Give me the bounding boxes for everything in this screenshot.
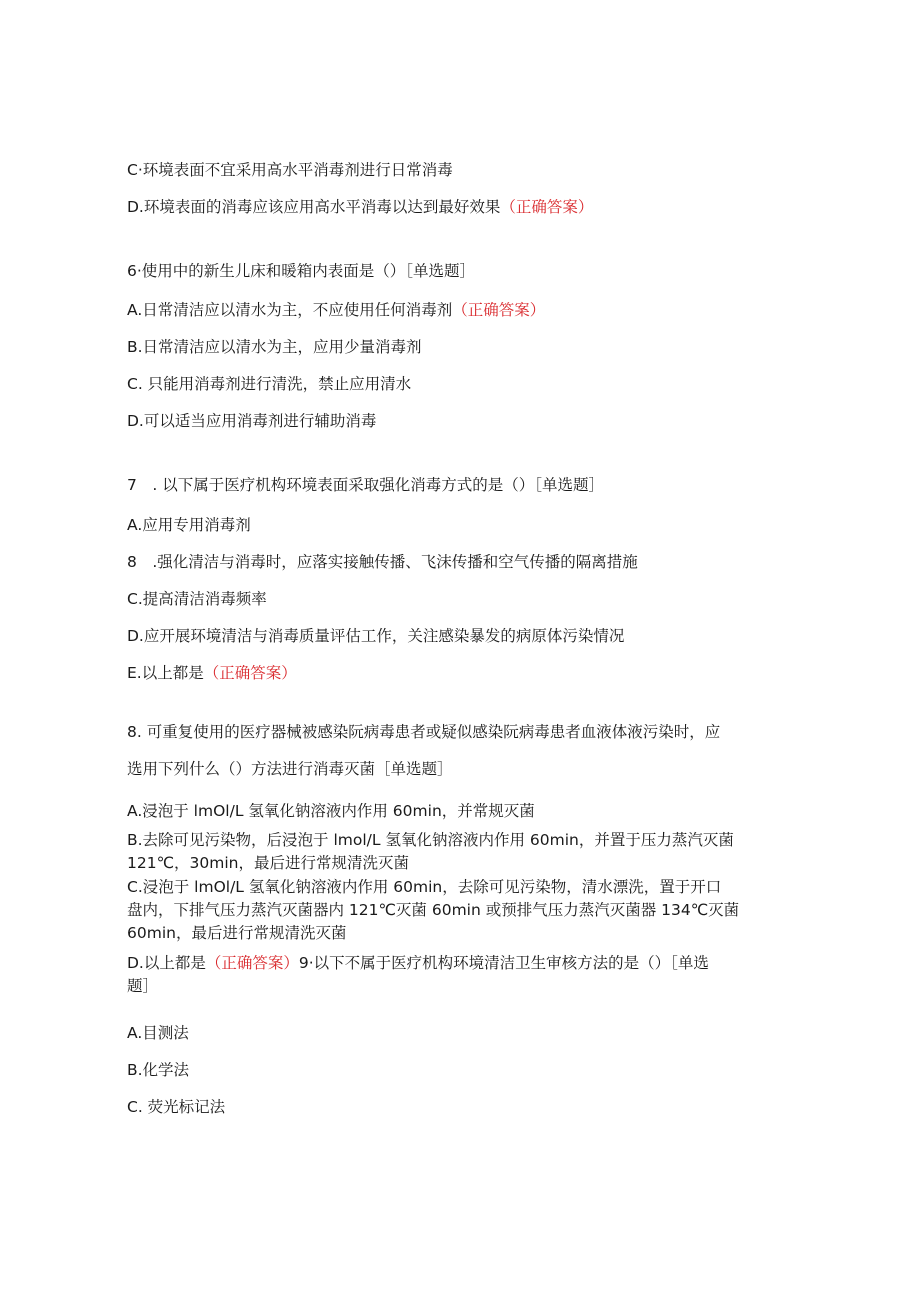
correct-answer-mark: （正确答案） (500, 198, 594, 216)
option-line: C·环境表面不宜采用高水平消毒剂进行日常消毒 (127, 161, 453, 179)
question-line: 6·使用中的新生儿床和暖箱内表面是（）［单选题］ (127, 262, 476, 280)
option-line: D.以上都是（正确答案）9·以下不属于医疗机构环境清洁卫生审核方法的是（）［单选 (127, 954, 709, 972)
question-line: 题］ (127, 977, 159, 995)
option-line: C.提高清洁消毒频率 (127, 590, 267, 608)
correct-answer-mark: （正确答案） (205, 954, 299, 972)
option-line: 121℃，30min，最后进行常规清洗灭菌 (127, 854, 409, 872)
option-line: 盘内，下排气压力蒸汽灭菌器内 121℃灭菌 60min 或预排气压力蒸汽灭菌器 134℃灭菌 (127, 901, 740, 919)
question-line: 选用下列什么（）方法进行消毒灭菌［单选题］ (127, 760, 453, 778)
option-line: C. 荧光标记法 (127, 1098, 226, 1116)
question-line: 9·以下不属于医疗机构环境清洁卫生审核方法的是（）［单选 (298, 954, 709, 972)
option-line: 60min，最后进行常规清洗灭菌 (127, 924, 347, 942)
option-line: B.化学法 (127, 1061, 190, 1079)
question-line: 8. 可重复使用的医疗器械被感染阮病毒患者或疑似感染阮病毒患者血液体液污染时，应 (127, 723, 721, 741)
option-line: A.目测法 (127, 1024, 189, 1042)
option-line: B.去除可见污染物，后浸泡于 lmol/L 氢氧化钠溶液内作用 60min，并置于压力蒸汽灭菌 (127, 831, 734, 849)
option-line: C. 只能用消毒剂进行清洗，禁止应用清水 (127, 375, 412, 393)
option-line: D.可以适当应用消毒剂进行辅助消毒 (127, 412, 377, 430)
question-line: 7 . 以下属于医疗机构环境表面采取强化消毒方式的是（）［单选题］ (127, 476, 604, 494)
option-line: A.应用专用消毒剂 (127, 516, 251, 534)
option-line: A.日常清洁应以清水为主，不应使用任何消毒剂（正确答案） (127, 301, 546, 319)
option-line: B.日常清洁应以清水为主，应用少量消毒剂 (127, 338, 422, 356)
correct-answer-mark: （正确答案） (452, 301, 546, 319)
option-line: D.应开展环境清洁与消毒质量评估工作，关注感染暴发的病原体污染情况 (127, 627, 625, 645)
option-line: 8 .强化清洁与消毒时，应落实接触传播、飞沫传播和空气传播的隔离措施 (127, 553, 638, 571)
option-line: E.以上都是（正确答案） (127, 664, 297, 682)
correct-answer-mark: （正确答案） (203, 664, 297, 682)
option-line: D.环境表面的消毒应该应用高水平消毒以达到最好效果（正确答案） (127, 198, 594, 216)
option-line: C.浸泡于 lmOl/L 氢氧化钠溶液内作用 60min，去除可见污染物，清水漂洗，置于开口 (127, 878, 722, 896)
option-line: A.浸泡于 lmOl/L 氢氧化钠溶液内作用 60min，并常规灭菌 (127, 802, 535, 820)
